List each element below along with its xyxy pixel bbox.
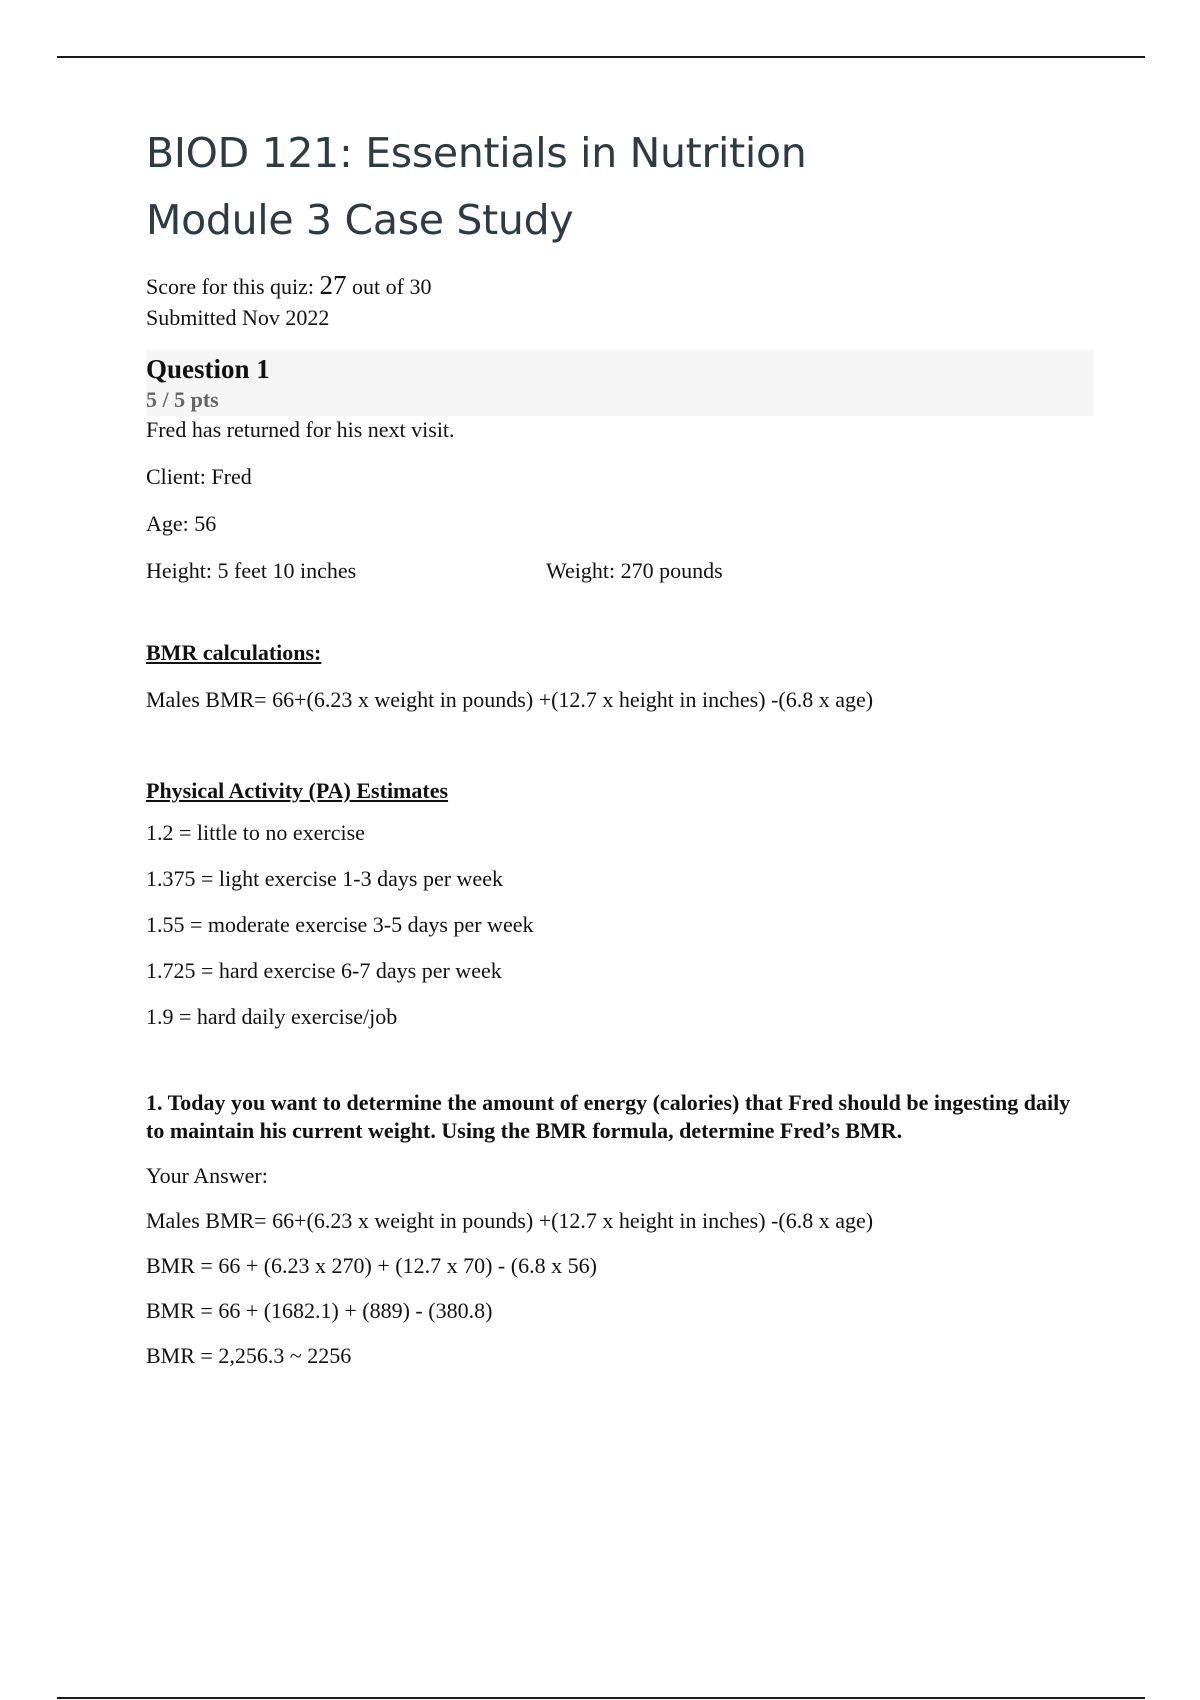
score-total: out of 30 (352, 274, 432, 299)
client-age: Age: 56 (146, 511, 217, 536)
pa-item: 1.55 = moderate exercise 3-5 days per week (146, 912, 534, 937)
client-height: Height: 5 feet 10 inches (146, 558, 357, 583)
submitted-date: Submitted Nov 2022 (146, 305, 330, 330)
course-title: BIOD 121: Essentials in Nutrition (146, 129, 807, 177)
pa-item: 1.9 = hard daily exercise/job (146, 1004, 398, 1029)
module-title: Module 3 Case Study (146, 196, 574, 244)
document-page (146, 120, 1096, 1370)
pa-item: 1.725 = hard exercise 6-7 days per week (146, 958, 502, 983)
question-header (146, 350, 1094, 416)
bottom-rule (57, 1697, 1145, 1699)
height-weight-row (146, 557, 1096, 585)
answer-label: Your Answer: (146, 1163, 268, 1188)
answer-block (146, 1162, 1096, 1370)
task-prompt: 1. Today you want to determine the amount of energy (calories) that Fred should be ingesting daily to maintain his current weight. Using the BMR formula, determine Fred’s BMR. (146, 1090, 1071, 1143)
score-value: 27 (319, 270, 347, 300)
bmr-heading: BMR calculations: (146, 640, 322, 665)
question-points: 5 / 5 pts (146, 387, 219, 412)
pa-item: 1.2 = little to no exercise (146, 820, 365, 845)
client-weight: Weight: 270 pounds (546, 558, 723, 583)
answer-line: Males BMR= 66+(6.23 x weight in pounds) +(12.7 x height in inches) -(6.8 x age) (146, 1208, 874, 1233)
score-label: Score for this quiz: (146, 274, 315, 299)
pa-heading: Physical Activity (PA) Estimates (146, 778, 449, 803)
bmr-formula: Males BMR= 66+(6.23 x weight in pounds) +(12.7 x height in inches) -(6.8 x age) (146, 687, 874, 712)
top-rule (57, 56, 1145, 58)
answer-line: BMR = 2,256.3 ~ 2256 (146, 1343, 352, 1368)
question-title: Question 1 (146, 354, 270, 384)
score-line (146, 270, 1096, 302)
client-name: Client: Fred (146, 464, 252, 489)
question-intro: Fred has returned for his next visit. (146, 417, 455, 442)
quiz-meta (146, 270, 1096, 333)
answer-line: BMR = 66 + (1682.1) + (889) - (380.8) (146, 1298, 493, 1323)
pa-item: 1.375 = light exercise 1-3 days per week (146, 866, 503, 891)
pa-list (146, 819, 1096, 1031)
answer-line: BMR = 66 + (6.23 x 270) + (12.7 x 70) - (6.8 x 56) (146, 1253, 597, 1278)
